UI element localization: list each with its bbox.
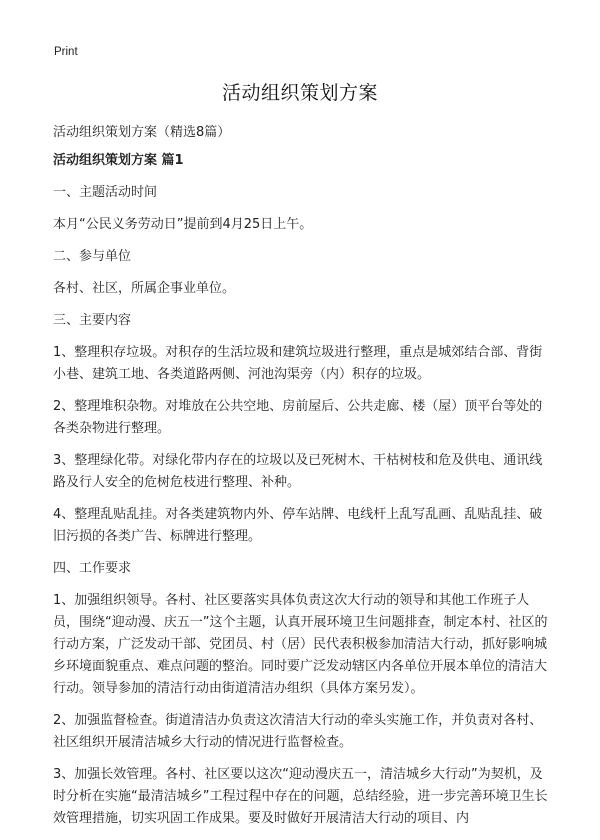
paragraph-8: 3、整理绿化带。对绿化带内存在的垃圾以及已死树木、干枯树枝和危及供电、通讯线路及行人安全的危树危枝进行整理、补种。 — [53, 453, 543, 490]
paragraph-12: 2、加强监督检查。街道清洁办负责这次清洁大行动的牵头实施工作，并负责对各村、社区组织开展清洁城乡大行动的情况进行监督检查。 — [53, 713, 543, 750]
paragraph-3: 二、参与单位 — [53, 249, 132, 264]
paragraph-2: 本月“公民义务劳动日”提前到4月25日上午。 — [53, 217, 313, 232]
paragraph-5: 三、主要内容 — [53, 313, 132, 328]
section-title: 活动组织策划方案 篇1 — [53, 153, 184, 168]
paragraph-7: 2、整理堆积杂物。对堆放在公共空地、房前屋后、公共走廊、楼（屋）顶平台等处的各类杂物进行整理。 — [53, 399, 543, 436]
paragraph-9: 4、整理乱贴乱挂。对各类建筑物内外、停车站牌、电线杆上乱写乱画、乱贴乱挂、破旧污损的各类广告、标牌进行整理。 — [53, 507, 543, 544]
document-body — [53, 150, 550, 840]
paragraph-10: 四、工作要求 — [53, 561, 132, 576]
paragraph-4: 各村、社区，所属企事业单位。 — [53, 281, 236, 296]
paragraph-13: 3、加强长效管理。各村、社区要以这次“迎动漫庆五一，清洁城乡大行动”为契机，及时分析在实施“最清洁城乡”工程过程中存在的问题，总结经验，进一步完善环境卫生长效管理措施，切实巩固工作成果。要及时做好开展清洁大行动的项目、内 — [53, 767, 548, 826]
paragraph-1: 一、主题活动时间 — [53, 185, 158, 200]
paragraph-11: 1、加强组织领导。各村、社区要落实具体负责这次大行动的领导和其他工作班子人员，围绕“迎动漫、庆五一”这个主题，认真开展环境卫生问题排查，制定本村、社区的行动方案，广泛发动干部、党团员、村（居）民代表积极参加清洁大行动，抓好影响城乡环境面貌重点、难点问题的整治。同时要广泛发动辖区内各单位开展本单位的清洁大行动。领导参加的清洁行动由街道清洁办组织（具体方案另发）。 — [53, 593, 548, 696]
document-subtitle: 活动组织策划方案（精选8篇） — [53, 125, 231, 140]
print-link[interactable]: Print — [54, 46, 78, 58]
page-title: 活动组织策划方案 — [221, 82, 378, 104]
paragraph-6: 1、整理积存垃圾。对积存的生活垃圾和建筑垃圾进行整理，重点是城郊结合部、背街小巷、建筑工地、各类道路两侧、河池沟渠旁（内）积存的垃圾。 — [53, 345, 543, 382]
